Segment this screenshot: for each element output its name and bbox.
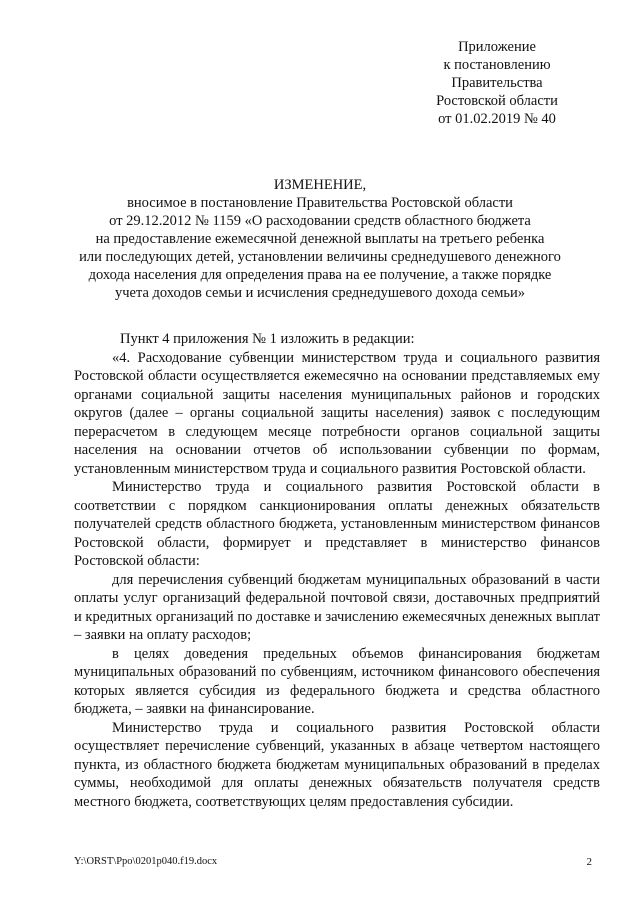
page-number: 2 bbox=[586, 856, 592, 868]
body-paragraph: Министерство труда и социального развития Ростовской области в соответствии с порядком санкционирования оплаты денежных обязательств получателей средств областного бюджета, установленным министерством финансов Ростовской области, формирует и представляет в министерство финансов Ростовской области: bbox=[74, 479, 600, 569]
appendix-line: Правительства bbox=[451, 75, 543, 91]
appendix-block bbox=[402, 38, 592, 128]
subtitle-line: учета доходов семьи и исчисления среднедушевого дохода семьи» bbox=[114, 285, 525, 301]
appendix-line: от 01.02.2019 № 40 bbox=[438, 111, 556, 127]
subtitle-line: или последующих детей, установлении величины среднедушевого денежного bbox=[79, 249, 561, 265]
subtitle-line: на предоставление ежемесячной денежной выплаты на третьего ребенка bbox=[95, 231, 545, 247]
body-paragraph: в целях доведения предельных объемов финансирования бюджетам муниципальных образований по субвенциям, источником финансового обеспечения которых является субсидия из федерального бюджета и средства областного бюджета, – заявки на финансирование. bbox=[74, 645, 600, 717]
body-paragraph: «4. Расходование субвенции министерством труда и социального развития Ростовской области осуществляется ежемесячно на основании представляемых ему органами социальной защиты населения муниципальных районов и городских округов (далее – органы социальной защиты населения) заявок с последующим перерасчетом в следующем месяце потребности органов социальной защиты населения на основании отчетов об использовании субвенции по формам, установленным министерством труда и социального развития Ростовской области. bbox=[74, 349, 600, 477]
footer-file-path: Y:\ORST\Ppo\0201p040.f19.docx bbox=[74, 856, 218, 867]
document-subtitle bbox=[60, 194, 580, 302]
appendix-line: Ростовской области bbox=[436, 93, 558, 109]
subtitle-line: вносимое в постановление Правительства Ростовской области bbox=[127, 195, 513, 211]
subtitle-line: дохода населения для определения права на ее получение, а также порядке bbox=[88, 267, 552, 283]
body-paragraph: для перечисления субвенций бюджетам муниципальных образований в части оплаты услуг организаций федеральной почтовой связи, доставочных предприятий и кредитных организаций по доставке и зачислению ежемесячных денежных выплат – заявки на оплату расходов; bbox=[74, 571, 600, 643]
intro-paragraph: Пункт 4 приложения № 1 изложить в редакции: bbox=[120, 331, 415, 347]
document-body bbox=[74, 330, 600, 811]
body-paragraph: Министерство труда и социального развития Ростовской области осуществляет перечисление субвенций, указанных в абзаце четвертом настоящего пункта, из областного бюджета бюджетам муниципальных образований в пределах суммы, необходимой для оплаты денежных обязательств получателя средств местного бюджета, соответствующих целям предоставления субсидии. bbox=[74, 719, 600, 810]
appendix-line: к постановлению bbox=[443, 57, 551, 73]
document-title: ИЗМЕНЕНИЕ, bbox=[273, 177, 367, 193]
appendix-line: Приложение bbox=[458, 39, 536, 55]
subtitle-line: от 29.12.2012 № 1159 «О расходовании средств областного бюджета bbox=[109, 213, 531, 229]
